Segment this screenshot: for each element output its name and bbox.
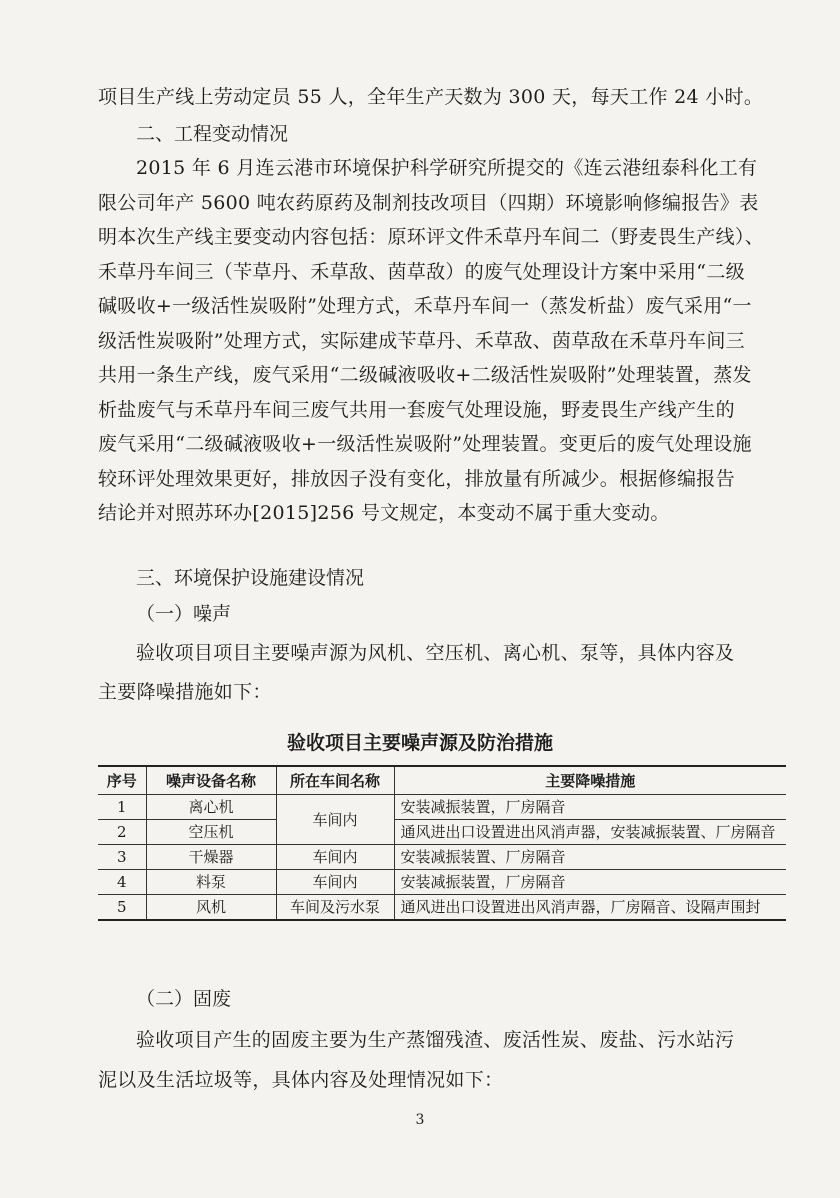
paragraph-line: 级活性炭吸附”处理方式，实际建成苄草丹、禾草敌、茵草敌在禾草丹车间三 xyxy=(98,329,745,352)
cell-no: 1 xyxy=(98,795,146,820)
table-row xyxy=(98,895,786,921)
paragraph-line: 验收项目产生的固废主要为生产蒸馏残渣、废活性炭、废盐、污水站污 xyxy=(136,1029,735,1051)
cell-measure: 安装减振装置、厂房隔音 xyxy=(394,845,786,870)
cell-device: 离心机 xyxy=(146,795,276,820)
paragraph-line: 废气采用“二级碱液吸收+一级活性炭吸附”处理装置。变更后的废气处理设施 xyxy=(98,433,752,455)
header-cell-no: 序号 xyxy=(98,766,146,795)
paragraph-line: 验收项目项目主要噪声源为风机、空压机、离心机、泵等，具体内容及 xyxy=(136,642,735,664)
cell-device: 料泵 xyxy=(146,870,276,895)
cell-measure: 安装减振装置，厂房隔音 xyxy=(394,795,786,820)
paragraph-line: 较环评处理效果更好，排放因子没有变化，排放量有所减少。根据修编报告 xyxy=(98,467,735,490)
header-cell-measure: 主要降噪措施 xyxy=(394,766,786,795)
cell-workshop: 车间内 xyxy=(276,845,394,870)
header-cell-device: 噪声设备名称 xyxy=(146,766,276,795)
paragraph-line: 限公司年产 5600 吨农药原药及制剂技改项目（四期）环境影响修编报告》表 xyxy=(98,191,759,214)
table-row xyxy=(98,870,786,895)
paragraph-line: 2015 年 6 月连云港市环境保护科学研究所提交的《连云港纽泰科化工有 xyxy=(136,157,758,179)
paragraph-line: 析盐废气与禾草丹车间三废气共用一套废气处理设施，野麦畏生产线产生的 xyxy=(98,398,735,421)
cell-workshop: 车间及污水泵 xyxy=(276,895,394,921)
cell-no: 5 xyxy=(98,895,146,921)
paragraph-line: 禾草丹车间三（苄草丹、禾草敌、茵草敌）的废气处理设计方案中采用“二级 xyxy=(98,260,745,283)
paragraph-line: 主要降噪措施如下： xyxy=(98,681,272,703)
cell-measure: 通风进出口设置进出风消声器，厂房隔音、设隔声围封 xyxy=(394,895,786,921)
subsection-heading-noise: （一）噪声 xyxy=(136,603,232,625)
table-row xyxy=(98,845,786,870)
table-header-row xyxy=(98,766,786,795)
subsection-heading-solid-waste: （二）固废 xyxy=(136,988,232,1010)
paragraph-line: 明本次生产线主要变动内容包括：原环评文件禾草丹车间二（野麦畏生产线）、 xyxy=(98,226,765,248)
cell-workshop: 车间内 xyxy=(276,870,394,895)
noise-source-table xyxy=(98,765,786,921)
cell-measure: 通风进出口设置进出风消声器，安装减振装置、厂房隔音 xyxy=(394,820,786,845)
paragraph-line: 碱吸收+一级活性炭吸附”处理方式，禾草丹车间一（蒸发析盐）废气采用“一 xyxy=(98,295,752,317)
table-title: 验收项目主要噪声源及防治措施 xyxy=(286,732,553,754)
page-number: 3 xyxy=(415,1112,425,1128)
cell-no: 2 xyxy=(98,820,146,845)
paragraph-changes xyxy=(98,151,778,531)
paragraph-noise xyxy=(98,634,778,712)
cell-no: 4 xyxy=(98,870,146,895)
paragraph-line: 共用一条生产线，废气采用“二级碱液吸收+二级活性炭吸附”处理装置，蒸发 xyxy=(98,364,752,386)
section-heading-facilities: 三、环境保护设施建设情况 xyxy=(136,567,365,589)
cell-device: 干燥器 xyxy=(146,845,276,870)
cell-measure: 安装减振装置，厂房隔音 xyxy=(394,870,786,895)
cell-device: 空压机 xyxy=(146,820,276,845)
cell-workshop: 车间内 xyxy=(276,795,394,845)
paragraph-staffing xyxy=(98,80,778,115)
cell-no: 3 xyxy=(98,845,146,870)
table-row xyxy=(98,795,786,820)
paragraph-line: 项目生产线上劳动定员 55 人，全年生产天数为 300 天，每天工作 24 小时。 xyxy=(98,86,764,108)
table-row xyxy=(98,820,786,845)
cell-device: 风机 xyxy=(146,895,276,921)
paragraph-solid-waste xyxy=(98,1020,778,1100)
paragraph-line: 泥以及生活垃圾等，具体内容及处理情况如下： xyxy=(98,1069,504,1091)
header-cell-workshop: 所在车间名称 xyxy=(276,766,394,795)
paragraph-line: 结论并对照苏环办[2015]256 号文规定，本变动不属于重大变动。 xyxy=(98,502,670,524)
section-heading-changes: 二、工程变动情况 xyxy=(136,123,289,145)
